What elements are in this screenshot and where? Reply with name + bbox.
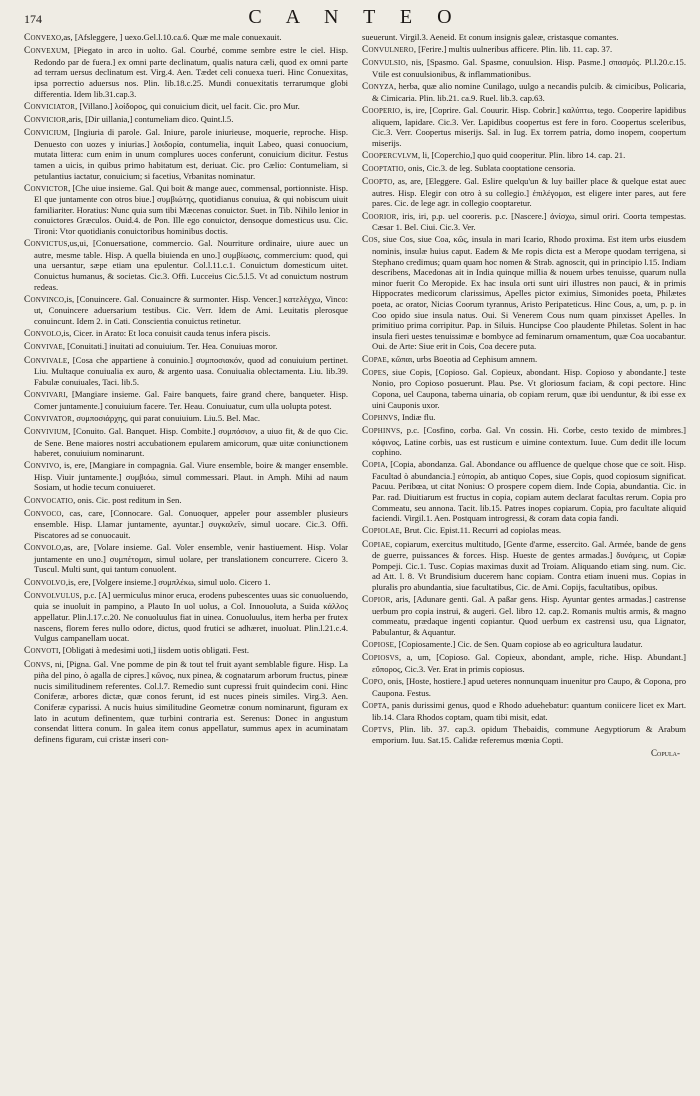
- entry-headword: Conviciator: [24, 101, 76, 112]
- entry-text: , [Che uiue insieme. Gal. Qui boit & mange auec, commensal, portionniste. Hisp. El que juntamente con otros biue.] συμβιώτης, quotidianus conuiua, & qui nobiscum uiuit familiariter. Horatius: Nunc quia sum tibi Mæcenas conuictor. Suet. in Tib. Nihilo lenior in conuictores Græculos. Ouid.4. de Pon. Ille ego conuictor, densoque domesticus usu. Cic. Tironi: Vtor quotidianis conuictoribus hominibus doctis.: [34, 182, 348, 237]
- entry-headword: Coptvs: [362, 724, 392, 735]
- dictionary-entry: [24, 45, 348, 99]
- entry-headword: Convolvo: [24, 577, 66, 588]
- dictionary-entry: [24, 294, 348, 327]
- entry-text: , copiarum, exercitus multitudo, [Gente d'arme, essercito. Gal. Armée, bande de gens de guerre, puissances & forces. Hisp. Hueste de gentes armadas.] δυνάμεις, ut Copiæ Pompeji. Cic.1. Tusc. Copias maximas duxit ad Troiam. Aliquando etiam sing. num. Cic. ad Att. l. 8. Vt Brundisium ducerem hanc copiam. Contra etiam inueni mus. Copias in pluralis pro abundantia, siue facultatibus, Cic. de Ami. Copijs, facultatibus, opibus.: [372, 538, 686, 592]
- page-number: 174: [24, 12, 42, 26]
- dictionary-entry: [24, 542, 348, 575]
- entry-text: , nis, [Spasmo. Gal. Spasme, conuulsion. Hisp. Pasme.] σπασμός. Pl.l.20.c.15. Vtile est conuulsionibus, & inflammationibus.: [372, 57, 686, 79]
- entry-text: , onis, Cic.3. de leg. Sublata cooptatione censoria.: [403, 163, 576, 174]
- entry-text: ,is, [Conuincere. Gal. Conuaincre & surmonter. Hisp. Vencer.] κατελέγχω, Vinco: ut, Conuincere aduersarium testibus. Cic. Verr. Idem de Ami. Leuitatis plerosque conuincunt. Idem 2. in Cati. Conscientia conuictus retinetur.: [34, 293, 348, 326]
- dictionary-entry: [362, 639, 686, 651]
- entry-text: , [Copia, abondanza. Gal. Abondance ou affluence de quelque chose que ce soit. Hisp. Facultad ò abundancia.] εὐπορία, ab antiquo Copes, siue Copis, quod copiosum significat. Pacuu. Peribœa, ut citat Nonius: O prospere copem diem. Inde Copia, abundantia. Cic. in Par. rad. Diuitiarum est fructus in copia, copiam autem declarat facultas rerum. Copia pro Commeatu, seu annona. Tacit. lib.15. Patres inopes copiarum. Copia, pro facultate aliquid faciendi. Virgil.1. Aen. Postquam introgressi, & coram data copia fandi.: [372, 459, 686, 524]
- dictionary-entry: [362, 652, 686, 674]
- dictionary-entry: [362, 44, 686, 56]
- entry-headword: Convictor: [24, 183, 69, 194]
- dictionary-entry: [24, 355, 348, 388]
- entry-text: , panis durissimi genus, quod e Rhodo aduehebatur: quantum coniicere licet ex Mart. lib.14. Clara Rhodos coptam, quam tibi misit, edat.: [372, 699, 686, 722]
- dictionary-entry: [24, 426, 348, 459]
- entry-text: , ni, [Pigna. Gal. Vne pomme de pin & tout tel fruit ayant semblable figure. Hisp. La piña del pino, ò agalla de cipres.] κῶνος, nux pinea, & cognatarum arborum fructus, pineæ nucis similitudinem referentes. Col.l.7. Remedio sunt cupressi fruit quindecim coni. Hinc Coniferæ, arbores dictæ, quæ conos ferunt, id est nuces pineis similes. Virg.3. Aen. Coniferæ cyparissi. A nucis huius similitudine Geometræ conum nominarunt, figuram ex lato in acutum definentem, quæ turbini contraria est. Serenus: Donec in angustum consendat littera conum. In galea item conus appellatur, summus apex in acuminatam definens figuram, cui cristæ inseri con-: [34, 658, 348, 744]
- entry-headword: Cos: [362, 235, 378, 246]
- right-column: [362, 32, 686, 1078]
- entry-headword: Cophnvs: [362, 412, 398, 423]
- entry-text: , [Cosa che appartiene à conuinio.] συμποσιακόν, quod ad conuiuium pertinet. Liu. Multaque conuiualia ex auro, & argento uasa. Conuiualia oblectamenta. Liu. lib.39. Fabulæ conuiuales, Taci. lib.5.: [34, 354, 348, 387]
- dictionary-entry: [24, 341, 348, 353]
- dictionary-entry: [362, 176, 686, 209]
- entry-text: , p.c. [A] uermiculus minor eruca, erodens pubescentes uuas sic conuoluendo, quia se inuoluit in pampino, a Plauto In uol uolus, a Col. Innouoluta, a Suida κάλλος appellatur. Plin.l.17.c.20. Ne conuoluulus fiat in uinea. Conuoluulus, item herba per frutex nascens, florem feres nullo odore, dictus, quod frutici se adhæret, inuoluat. Plin.l.21.c.4. Vulgus campanellam uocat.: [34, 589, 348, 644]
- dictionary-entry: [24, 114, 348, 126]
- dictionary-entry: [362, 32, 686, 43]
- entry-headword: Convicium: [24, 128, 68, 139]
- entry-text: , Plin. lib. 37. cap.3. opidum Thebaidis, commune Aegyptiorum & Arabum emporium. Iuu. Sat.15. Calidæ referemus mœnia Copti.: [372, 723, 686, 746]
- dictionary-entry: [24, 413, 348, 425]
- entry-text: , siue Copis, [Copioso. Gal. Copieux, abondant. Hisp. Copioso y abondante.] teste Nonio, pro Copioso posuerunt. Plau. Pse. Vt gloriosum faciam, & copi pectore. Hinc Copona, uel Caupona, taberna uinaria, ob copiam rerum, quæ ibi uenduntur, & ibi esse ex uini Cauponis uxor.: [372, 366, 686, 410]
- entry-headword: Convivae: [24, 342, 63, 353]
- dictionary-entry: [362, 163, 686, 175]
- text-columns: [24, 32, 686, 1078]
- entry-text: , συμποσιάρχης, qui parat conuiuium. Liu.5. Bel. Mac.: [72, 412, 261, 423]
- entry-text: , onis, [Hoste, hostiere.] apud ueteres nonnunquam inuenitur pro Caupo, & Copona, pro Caupona. Festus.: [372, 676, 686, 698]
- entry-headword: Copes: [362, 367, 387, 378]
- entry-headword: Conyza: [362, 82, 394, 93]
- dictionary-entry: [362, 57, 686, 79]
- entry-text: , cas, care, [Connocare. Gal. Conuoquer, appeler pour assembler plusieurs ensemble. Hisp. Llamar juntamente, ayuntar.] συγκαλεῖν, simul uocare. Cic.3. Offi. Piscatores ad se conuocauit.: [34, 507, 348, 541]
- entry-text: , Brut. Cic. Epist.11. Recurri ad copiolas meas.: [399, 525, 562, 536]
- dictionary-entry: [24, 32, 348, 44]
- entry-headword: Convolo: [24, 329, 62, 340]
- entry-text: , [Ferire.] multis uulneribus afficere. Plin. lib. 11. cap. 37.: [413, 44, 613, 55]
- dictionary-entry: [24, 508, 348, 541]
- entry-text: , Indiæ flu.: [397, 411, 436, 422]
- entry-text: , is, ere, [Mangiare in compagnia. Gal. Viure ensemble, boire & manger ensemble. Hisp. Viuir juntamente.] συμβιόω, simul commessari. Plaut. in Amph. Mihi ad naum Sosiam, ut hodie tecum conuiueret.: [34, 460, 348, 493]
- entry-headword: Convoco: [24, 508, 62, 519]
- entry-headword: Convivale: [24, 355, 68, 366]
- entry-text: , iris, iri, p.p. uel cooreris. p.c. [Nascere.] ἀνίσχω, simul oriri. Coorta tempestas. Cæsar 1. Bel. Ciui. Cic.3. Ver.: [372, 210, 686, 233]
- dictionary-entry: [362, 367, 686, 410]
- dictionary-entry: [362, 594, 686, 637]
- dictionary-entry: [24, 101, 348, 113]
- entry-text: , p.c. [Cosfino, corba. Gal. Vn cossin. Hi. Corbe, cesto texido de mimbres.] κόφινος, Latine corbis, uas est rusticum e uimine contextum. Iuue. Cum dedit ille locum cophino.: [372, 424, 686, 458]
- entry-headword: Copo: [362, 677, 384, 688]
- entry-headword: Cophinvs: [362, 425, 401, 436]
- entry-headword: Copior: [362, 595, 391, 606]
- running-head: C A N T E O: [248, 6, 462, 28]
- dictionary-entry: [24, 238, 348, 292]
- entry-headword: Convivari: [24, 389, 66, 400]
- entry-headword: Coopto: [362, 177, 393, 188]
- entry-text: , siue Cos, siue Coa, κῶς, insula in mari Icario, Rhodo proxima. Est item urbs eiusdem nominis, insulæ huius caput. Eadem & Me ropis dicta est a Merope quodam terrigena, si Stephano credimus; quam quam hoc nomen & Strab. agnoscit, qui in principio l.15. Indiam describens, Macedonas ait in India quinque millia & nouem urbes tenuisse, quarum nulla minor fuerit Co Meropide. Ex hac insula orti sunt uiri illustres non pauci, & in primis Hippocrates medicorum clarissimus, Apelles pictor eximius, Simonides poeta, Philætes poeta, ac orator, Nicias Coorum tyrannus, Aristo Peripateticus. Hinc Cous, a, um, p. p. in Coo opido siue insula natus. Oui. Si Venerem Cous num quam pinxisset Apelles. In primitiuo prima corripitur. Pap. in Siluis. Huncipse Coo plaudente Philetas. Solent in hac insula fieri uestes tenuissimæ e bombyce ad feminarum ornamentum, quæ Coa uocabantur. Oui. de Arte: Siue erit in Cois, Coa decere puta.: [372, 234, 686, 352]
- entry-headword: Cooptatio: [362, 164, 404, 175]
- dictionary-entry: [24, 577, 348, 589]
- entry-headword: Convulsio: [362, 58, 406, 69]
- dictionary-entry: [362, 81, 686, 103]
- left-column: [24, 32, 348, 1078]
- entry-text: ,is, ere, [Volgere insieme.] συμπλέκω, simul uolo. Cicero 1.: [65, 576, 271, 587]
- entry-text: , herba, quæ alio nomine Cunilago, uulgo a necandis pulcib. & cimicibus, Policaria, & Cimicaria. Plin. lib.21. ca.9. Ruel. lib.3. cap.63.: [372, 81, 686, 103]
- dictionary-entry: [24, 389, 348, 411]
- entry-text: sueuerunt. Virgil.3. Aeneid. Et conum insignis galeæ, cristasque comantes.: [362, 32, 619, 42]
- entry-headword: Convivator: [24, 413, 73, 424]
- dictionary-entry: [362, 150, 686, 162]
- dictionary-entry: [362, 234, 686, 352]
- page-header: [24, 6, 686, 32]
- entry-headword: Convivo: [24, 461, 60, 472]
- dictionary-entry: [24, 460, 348, 493]
- dictionary-entry: [24, 127, 348, 181]
- entry-headword: Convinco: [24, 294, 65, 305]
- entry-text: , a, um, [Copioso. Gal. Copieux, abondant, ample, riche. Hisp. Abundant.] εὔπορος, Cic.3. Ver. Erat in primis copiosus.: [372, 652, 686, 674]
- dictionary-entry: [362, 676, 686, 698]
- entry-headword: Coopercvlvm: [362, 150, 419, 161]
- dictionary-entry: [24, 495, 348, 507]
- entry-headword: Coorior: [362, 211, 397, 222]
- dictionary-entry: [362, 700, 686, 722]
- entry-headword: Convolvulus: [24, 590, 80, 601]
- entry-headword: Copae: [362, 354, 387, 365]
- dictionary-entry: [362, 459, 686, 524]
- entry-text: , [Obligati à medesimi uoti,] iisdem uotis obligati. Fest.: [58, 645, 249, 656]
- dictionary-entry: [362, 425, 686, 458]
- dictionary-entry: [24, 645, 348, 657]
- dictionary-entry: [24, 328, 348, 340]
- dictionary-entry: [362, 724, 686, 746]
- dictionary-entry: [362, 354, 686, 366]
- entry-headword: Convulnero: [362, 45, 414, 56]
- dictionary-entry: [24, 590, 348, 644]
- entry-text: , [Conuito. Gal. Banquet. Hisp. Combite.] συμπόσιον, a uiuo fit, & de quo Cic. de Sene. Bene maiores nostri accubationem epularem amicorum, quæ uitæ coniunctionem haberet, conuiuium nominarunt.: [34, 425, 348, 459]
- entry-text: , [Mangiare insieme. Gal. Faire banquets, faire grand chere, banqueter. Hisp. Comer juntamente.] conuiuium facere. Ter. Heau. Conuiuatur, cum ulla uolupta potest.: [34, 388, 348, 411]
- entry-text: , onis. Cic. post reditum in Sen.: [73, 494, 182, 505]
- entry-text: ,is, Cicer. in Arato: Et loca conuisit cauda tenus infera piscis.: [61, 328, 271, 339]
- entry-headword: Convoti: [24, 646, 59, 657]
- entry-text: , [Ingiuria di parole. Gal. Iniure, parole iniurieuse, moquerie, reproche. Hisp. Denuesto con uozes y iniurias.] λοιδορία, contumelia, inquit Labeo, quasi conuocium, mutata littera: cum enim in unum complures uoces conferunt, conuicium dicitur. Festus tamen a uicis, in quibus primo habitatum est, deriuat. Cic. pro Cælio: Contumeliam, si petulantius iactatur, conuicium; si facetius, Vrbanitas nominatur.: [34, 127, 348, 181]
- dictionary-entry: [24, 183, 348, 237]
- dictionary-entry: [362, 105, 686, 148]
- entry-text: ,aris, [Dir uillania,] contumeliam dico. Quint.l.5.: [66, 113, 234, 124]
- entry-headword: Convs: [24, 659, 51, 670]
- entry-text: , [Conuitati.] inuitati ad conuiuium. Ter. Hea. Conuiuas moror.: [62, 341, 278, 352]
- entry-headword: Convicior: [24, 114, 67, 125]
- entry-headword: Cooperio: [362, 105, 401, 116]
- entry-text: ,as, [Afsleggere, ] uexo.Gel.l.10.ca.6. Quæ me male conuexauit.: [61, 32, 282, 42]
- entry-headword: Copiosvs: [362, 653, 400, 664]
- entry-text: , [Villano.] λοίδορος, qui conuicium dicit, uel facit. Cic. pro Mur.: [75, 100, 300, 111]
- entry-text: , [Piegato in arco in uolto. Gal. Courbé, comme sembre estre le ciel. Hisp. Redondo par de fuera.] ex omni parte declinatum, qualis natura cæli, quod ex omni parte ad terram uersus declinatum est. Virg.4. Aen. Tædet celi conuexa tueri. Hinc Conuexitas, ipsa porrectio aduersus nos. Plin. lib.18.c.25. Mundi conuexitatis terrarumque globi differentia. Idem lib.31.cap.3.: [34, 45, 348, 99]
- entry-headword: Convolo: [24, 543, 62, 554]
- dictionary-entry: [362, 412, 686, 424]
- entry-headword: Convivium: [24, 426, 69, 437]
- dictionary-entry: [362, 539, 686, 593]
- entry-headword: Copiose: [362, 640, 395, 651]
- dictionary-entry: [24, 659, 348, 745]
- entry-headword: Copiae: [362, 539, 391, 550]
- entry-headword: Copta: [362, 700, 387, 711]
- entry-text: , is, ire, [Coprire. Gal. Couurir. Hisp. Cobrir.] καλύπτω, tego. Cooperire lapidibus aliquem, lapidare. Cic.3. Ver. Lapidibus coopertus est fere in foro. Coopertus sceleribus, Cic.3. Verr. Coopertus miserijs. Sal. in Iug. Ex torrem patria, domo inopem, coopertum miserijs.: [372, 104, 686, 148]
- entry-headword: Convocatio: [24, 495, 74, 506]
- catchword: Copula-: [650, 747, 680, 758]
- entry-text: , [Copiosamente.] Cic. de Sen. Quam copiose ab eo agricultura laudatur.: [394, 639, 643, 650]
- entry-headword: Convexo: [24, 33, 62, 43]
- entry-headword: Copiolae: [362, 526, 400, 537]
- entry-text: , aris, [Adunare genti. Gal. A paßar gens. Hisp. Ayuntar gentes armadas.] castrense uerbum pro copia instrui, & augeri. Gel. libro 12. cap.2. Romanis multis armis, & magno commeatu, prædaque ingenti copiantur. Quod uerbum ex castrensi usu, qua Lignator, Pabulantur, & Aquantur.: [372, 594, 686, 637]
- entry-headword: Convictus: [24, 239, 68, 250]
- entry-headword: Copia: [362, 460, 386, 471]
- entry-text: , li, [Coperchio,] quo quid cooperitur. Plin. libro 14. cap. 21.: [418, 149, 626, 160]
- entry-text: ,us,ui, [Conuersatione, commercio. Gal. Nourriture ordinaire, uiure auec un autre, mesme table. Hisp. A quella biuienda en uno.] συμβίωσις, commercium: quod, qui una uersantur, sæpe etiam una epulentur. Col.l.11.c.1. Conuictum domesticum uitet. Conuictus humanus, & societas. Cic.3. Offi. Lucceius Cic.5.l.5. Vt ad conuictum nostrum redeas.: [34, 238, 348, 292]
- entry-text: , as, are, [Eleggere. Gal. Eslire quelqu'un & luy bailler place & quelque estat auec autres. Hisp. Elegir con otro à su collegio.] ἐπιλέγομαι, est eligere inter pares, aut fere pares. Cic. de lege agr. in collegio cooptaretur.: [372, 176, 686, 209]
- dictionary-entry: [362, 211, 686, 233]
- entry-text: ,as, are, [Volare insieme. Gal. Voler ensemble, venir hastiuement. Hisp. Volar juntamente en uno.] συμπέτομαι, simul uolare, per translationem concurrere. Cicero 3. Tuscul. Multi sunt, qui tantum conuolent.: [34, 542, 348, 575]
- entry-text: , κῶπαι, urbs Boeotia ad Cephisum amnem.: [386, 353, 538, 364]
- dictionary-entry: [362, 525, 686, 537]
- entry-headword: Convexum: [24, 46, 68, 57]
